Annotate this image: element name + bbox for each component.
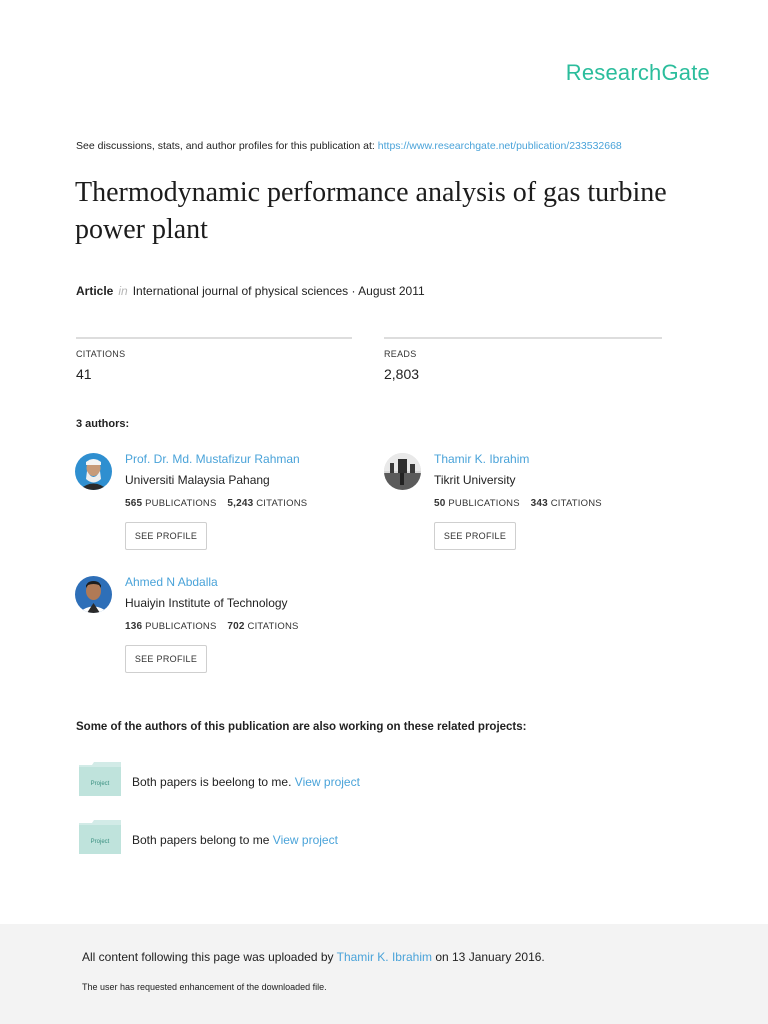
author-citations-count: 5,243 — [227, 498, 254, 509]
reads-divider — [384, 337, 662, 339]
publication-url-link[interactable]: https://www.researchgate.net/publication/233532668 — [377, 140, 622, 152]
author-name-link[interactable]: Prof. Dr. Md. Mustafizur Rahman — [125, 452, 300, 466]
author-citations-label: CITATIONS — [256, 498, 308, 509]
upload-suffix: on 13 January 2016. — [435, 950, 545, 964]
view-project-link[interactable]: View project — [294, 775, 360, 789]
author-institution: Huaiyin Institute of Technology — [125, 596, 288, 610]
project-folder-icon — [79, 820, 121, 854]
see-discussions-text: See discussions, stats, and author profiles for this publication at: — [76, 140, 375, 152]
publication-type: Article — [76, 284, 114, 298]
upload-prefix: All content following this page was uploaded by — [82, 950, 334, 964]
publication-title: Thermodynamic performance analysis of gas turbine power plant — [75, 177, 667, 245]
author-citations-count: 702 — [227, 621, 245, 632]
author-institution: Tikrit University — [434, 473, 516, 487]
author-name-link[interactable]: Thamir K. Ibrahim — [434, 452, 530, 466]
citations-value: 41 — [76, 366, 92, 382]
publication-meta — [76, 284, 425, 298]
venue-date: International journal of physical sciences · August 2011 — [132, 284, 425, 298]
author-avatar[interactable] — [384, 453, 421, 490]
author-publications-count: 565 — [125, 498, 143, 509]
author-publications-count: 50 — [434, 498, 446, 509]
author-avatar[interactable] — [75, 576, 112, 613]
see-profile-button[interactable]: SEE PROFILE — [125, 645, 207, 673]
author-stats — [125, 621, 299, 632]
author-citations-label: CITATIONS — [247, 621, 299, 632]
in-word: in — [118, 284, 128, 298]
uploader-link[interactable]: Thamir K. Ibrahim — [336, 950, 432, 964]
project-item — [132, 775, 360, 789]
related-projects-label: Some of the authors of this publication are also working on these related projects: — [76, 721, 527, 733]
see-profile-button[interactable]: SEE PROFILE — [125, 522, 207, 550]
author-citations-label: CITATIONS — [550, 498, 602, 509]
upload-footer — [0, 924, 768, 1024]
project-text: Both papers belong to me — [132, 833, 270, 847]
author-institution: Universiti Malaysia Pahang — [125, 473, 270, 487]
reads-label: READS — [384, 349, 417, 359]
author-name-link[interactable]: Ahmed N Abdalla — [125, 575, 218, 589]
see-discussions-line — [76, 140, 622, 152]
reads-value: 2,803 — [384, 366, 420, 382]
author-publications-label: PUBLICATIONS — [145, 498, 217, 509]
upload-info — [82, 950, 545, 964]
researchgate-logo[interactable]: ResearchGate — [565, 60, 710, 85]
citations-divider — [76, 337, 352, 339]
author-stats — [125, 498, 307, 509]
view-project-link[interactable]: View project — [272, 833, 338, 847]
project-icon-label: Project — [90, 781, 110, 787]
author-publications-label: PUBLICATIONS — [448, 498, 520, 509]
author-publications-count: 136 — [125, 621, 143, 632]
project-item — [132, 833, 338, 847]
project-text: Both papers is beelong to me. — [132, 775, 292, 789]
project-folder-icon — [79, 762, 121, 796]
author-publications-label: PUBLICATIONS — [145, 621, 217, 632]
enhancement-note: The user has requested enhancement of the downloaded file. — [82, 982, 327, 992]
see-profile-button[interactable]: SEE PROFILE — [434, 522, 516, 550]
project-icon-label: Project — [90, 839, 110, 845]
citations-label: CITATIONS — [76, 349, 126, 359]
authors-label: 3 authors: — [76, 418, 130, 430]
author-avatar[interactable] — [75, 453, 112, 490]
author-stats — [434, 498, 602, 509]
author-citations-count: 343 — [530, 498, 548, 509]
